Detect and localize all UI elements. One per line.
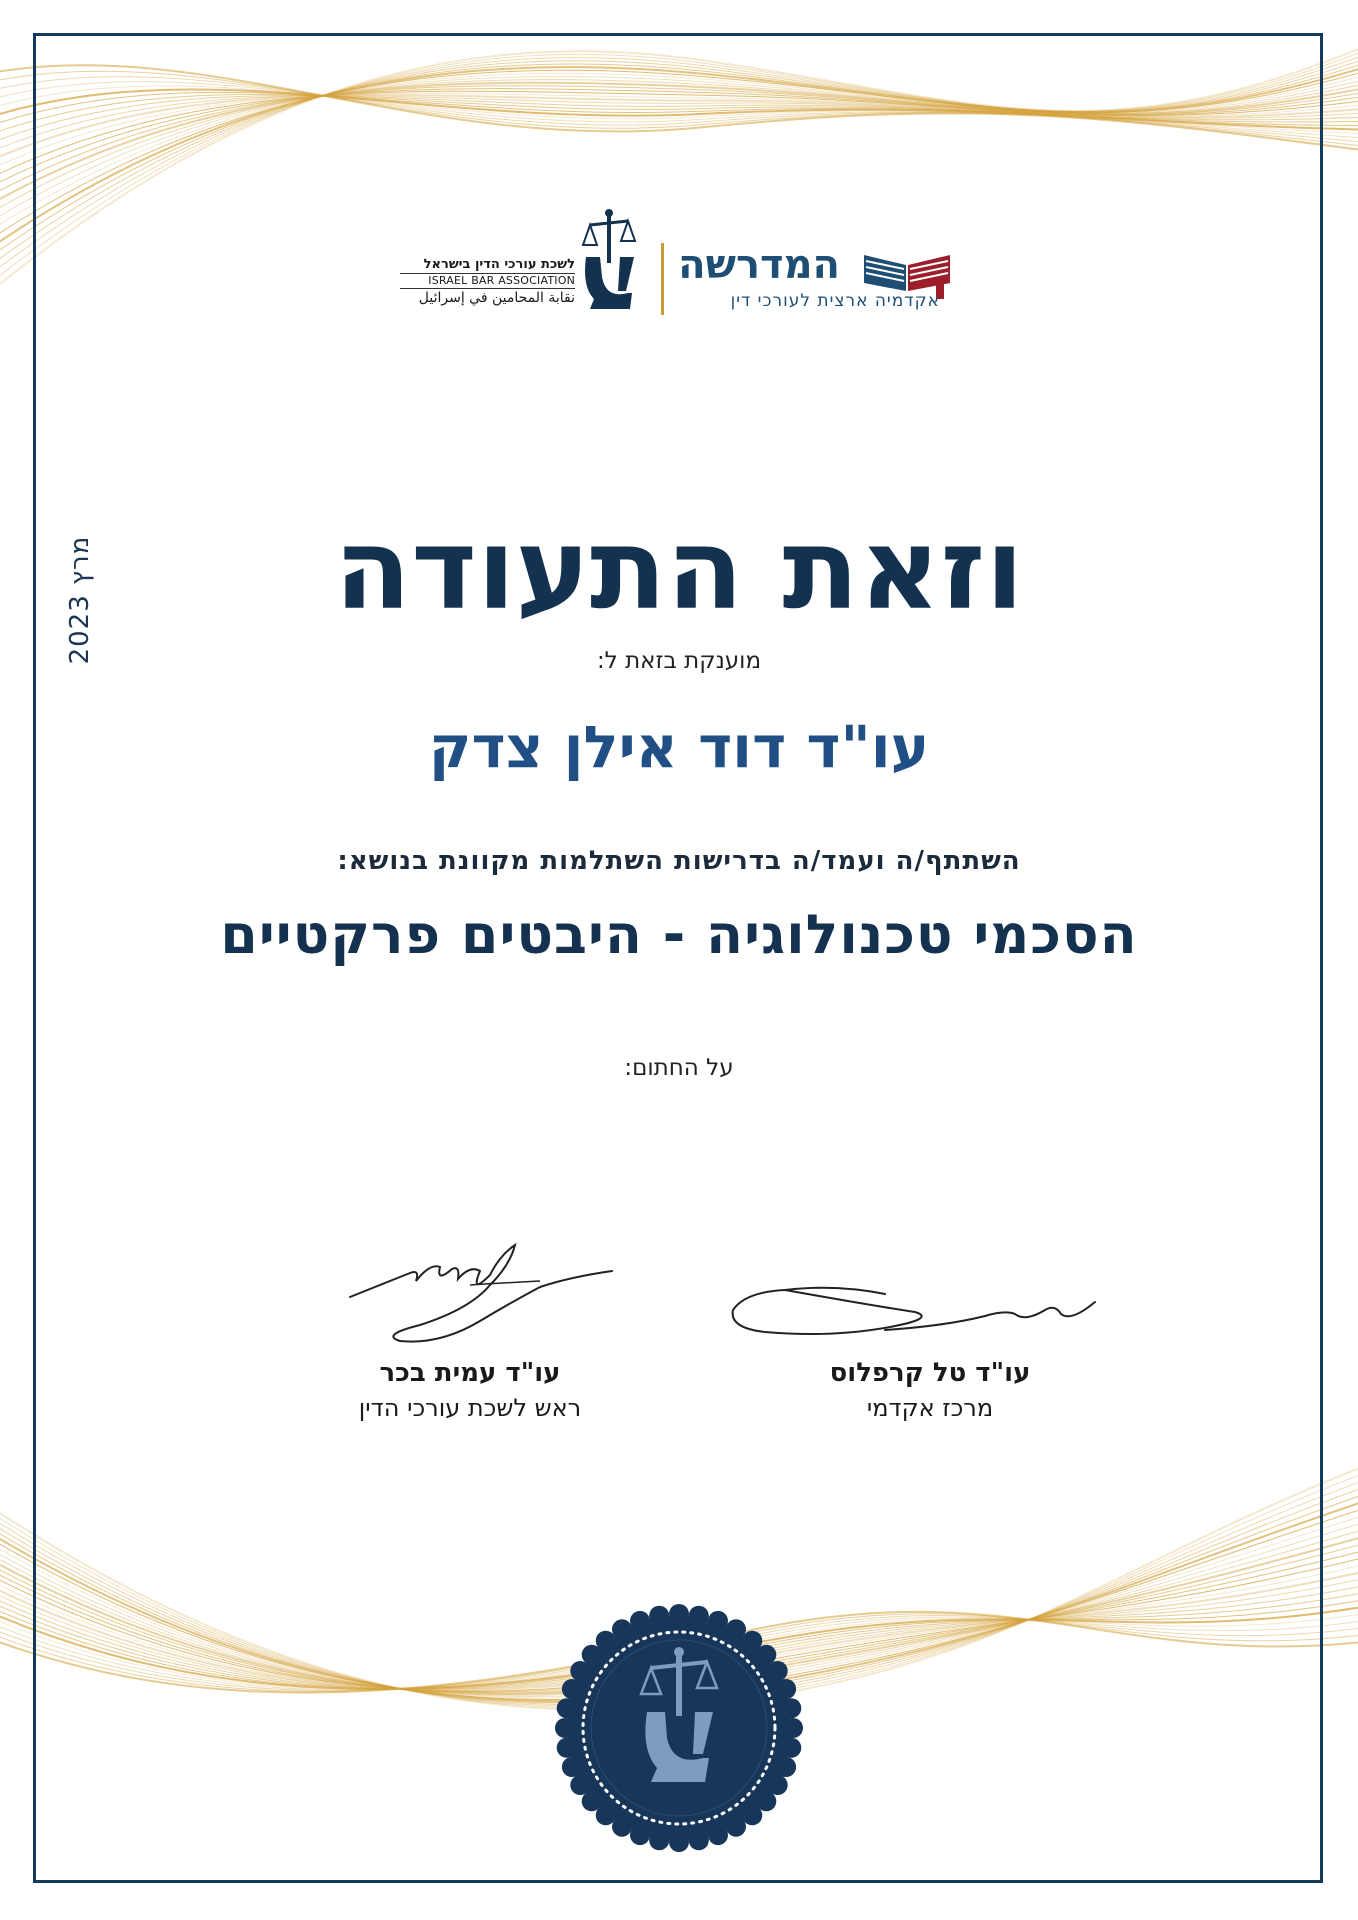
official-seal-icon <box>553 1602 805 1854</box>
awarded-to-label: מוענקת בזאת ל: <box>596 648 762 674</box>
bar-association-arabic: نقابة المحامين في إسرائيل <box>418 290 575 306</box>
participation-text: השתתף/ה ועמד/ה בדרישות השתלמות מקוונת בנושא: <box>337 846 1021 876</box>
certificate-title: וזאת התעודה <box>334 505 1024 635</box>
date-text: מרץ 2023 <box>65 535 95 665</box>
signature-left <box>340 1225 620 1355</box>
signatory-role-left: ראש לשכת עורכי הדין <box>358 1394 582 1422</box>
logos-header <box>400 205 960 325</box>
signatory-role-right: מרכז אקדמי <box>866 1394 994 1422</box>
signature-right <box>725 1270 1105 1350</box>
recipient-name: עו"ד דוד אילן צדק <box>428 713 930 781</box>
signatory-name-right: עו"ד טל קרפלוס <box>829 1358 1031 1388</box>
bar-association-logo-text <box>400 257 575 307</box>
scales-of-justice-logo-icon <box>580 207 640 317</box>
signatory-name-left: עו"ד עמית בכר <box>379 1358 561 1388</box>
bar-association-hebrew: לשכת עורכי הדין בישראל <box>423 257 575 272</box>
course-title: הסכמי טכנולוגיה - היבטים פרקטיים <box>220 903 1138 966</box>
academy-subtitle: אקדמיה ארצית לעורכי דין <box>730 291 940 311</box>
signed-label: על החתום: <box>624 1055 734 1081</box>
academy-title: המדרשה <box>678 242 840 288</box>
bar-association-english: ISRAEL BAR ASSOCIATION <box>400 273 575 289</box>
logo-divider <box>661 243 664 315</box>
